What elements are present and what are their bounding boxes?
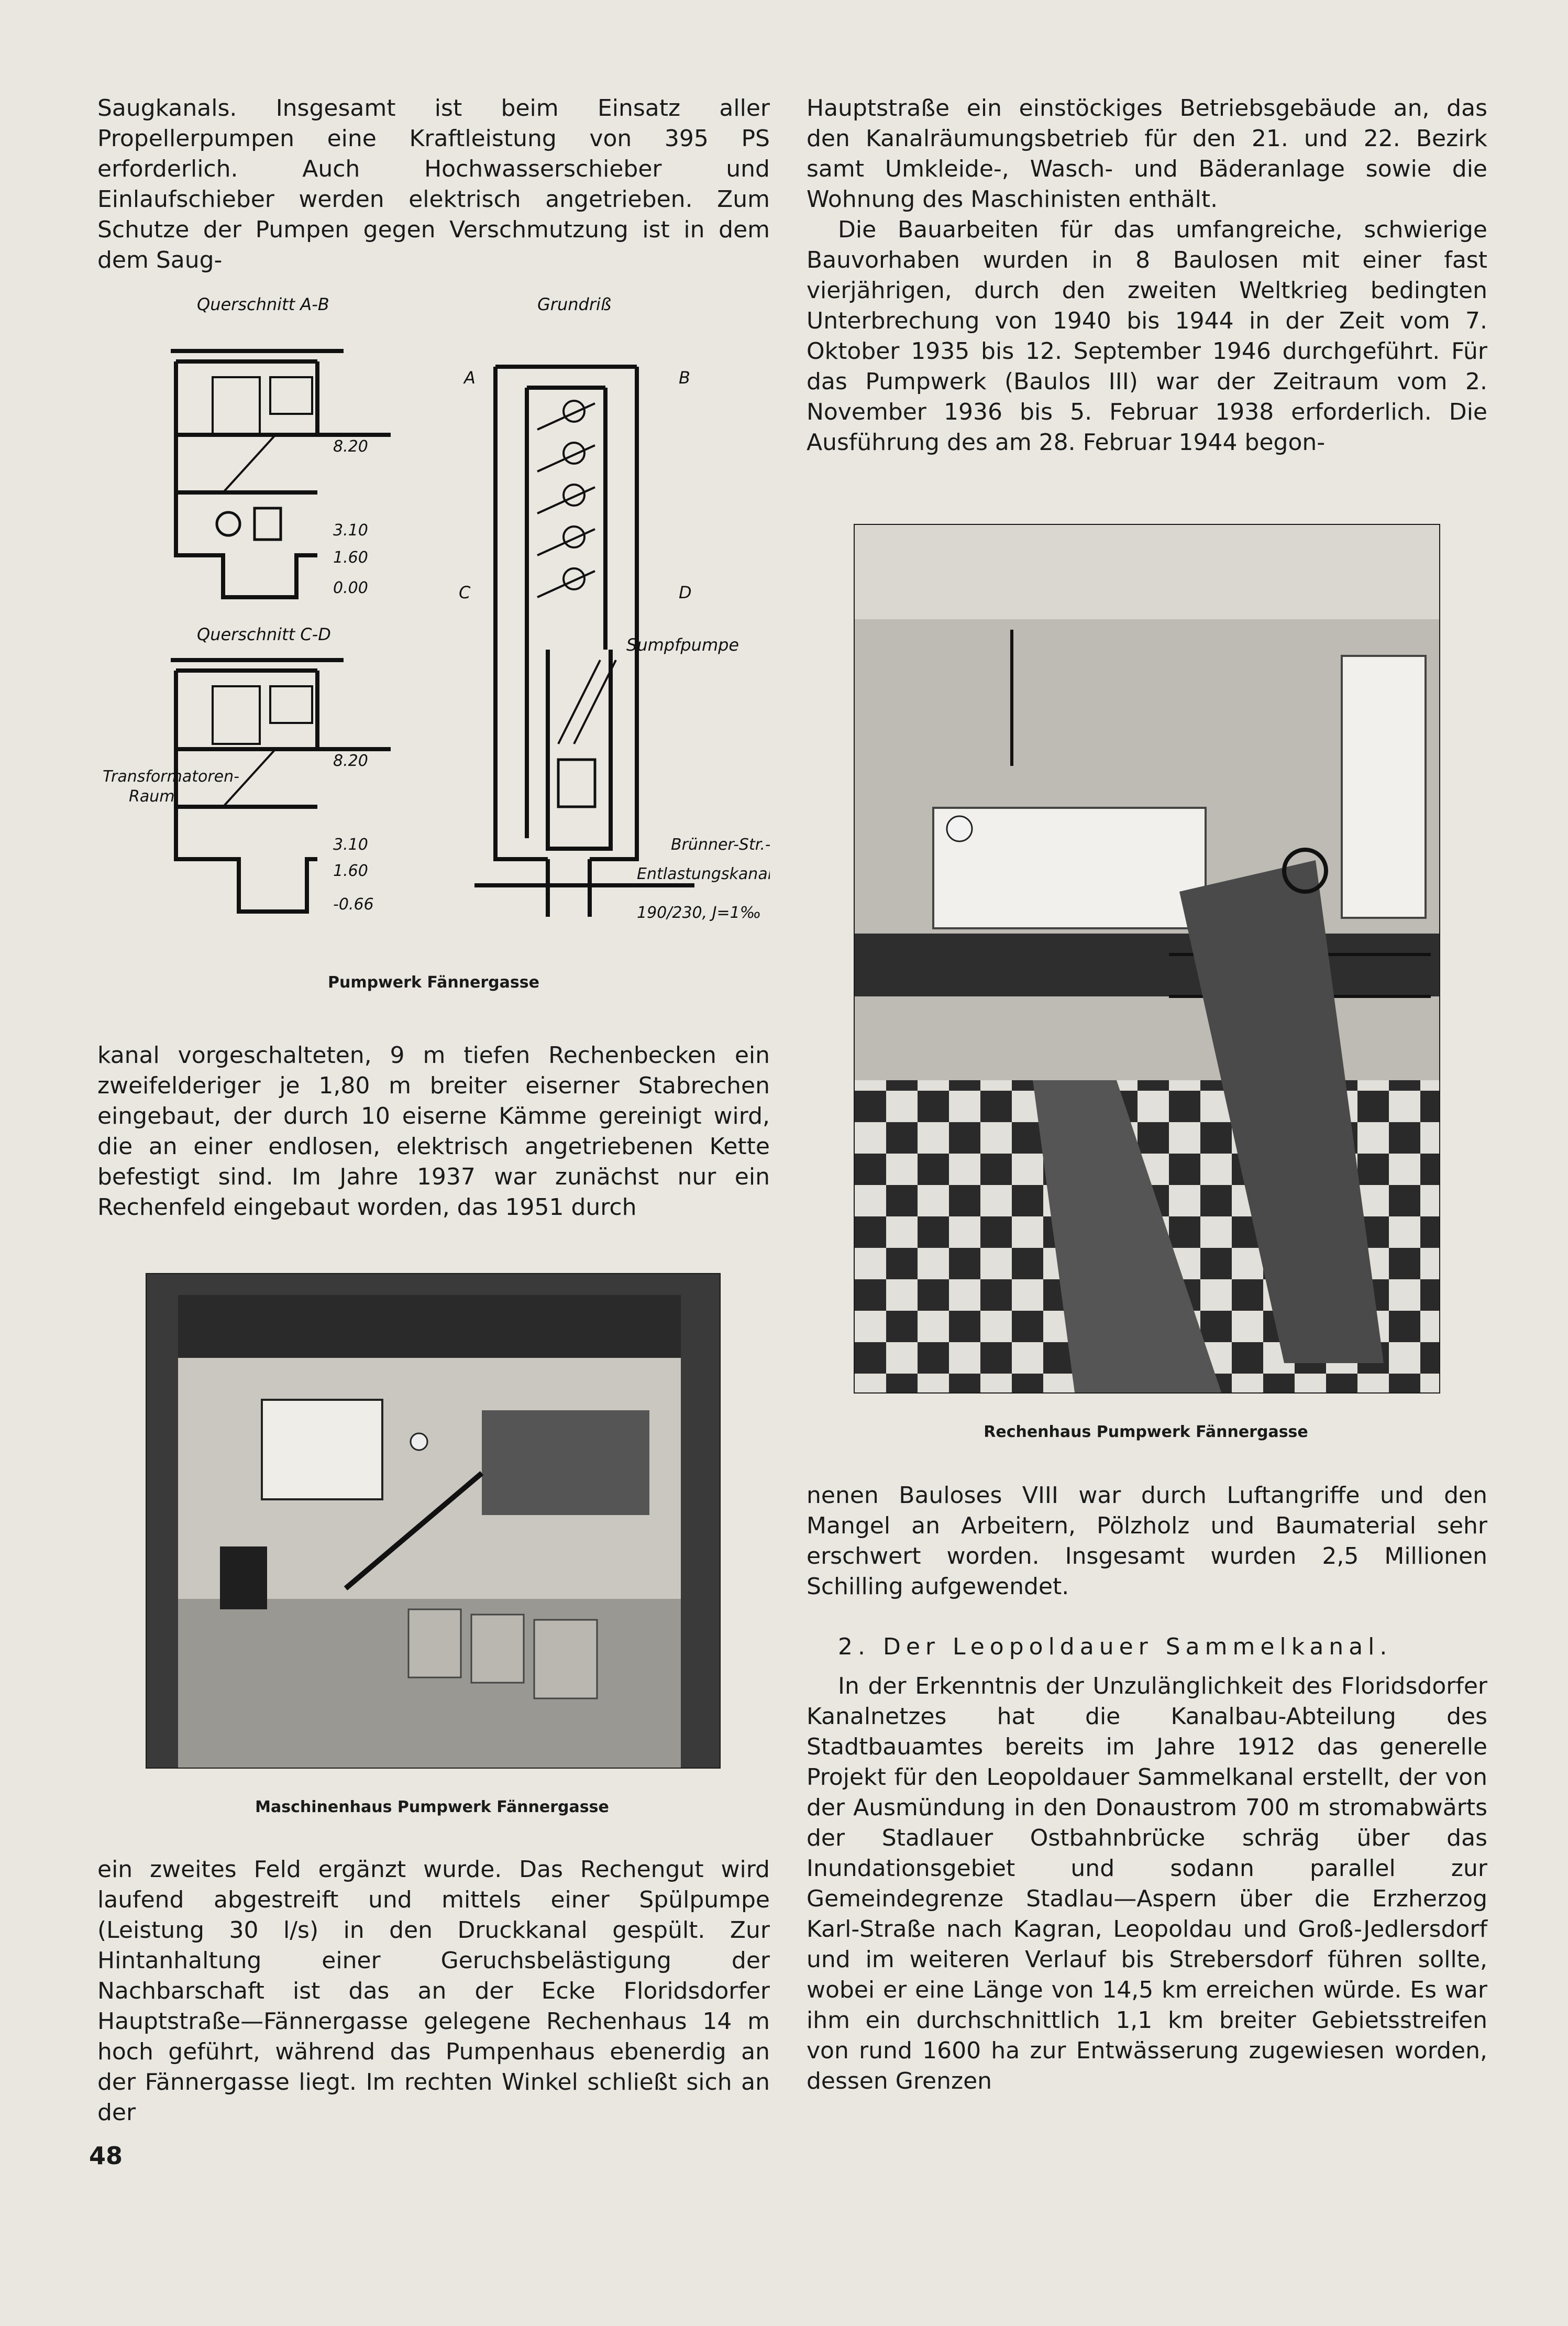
right-column-middle xyxy=(807,1480,1487,1602)
label-profile: 190/230, J=1‰ xyxy=(637,904,761,922)
paragraph: kanal vorgeschalteten, 9 m tiefen Rechenbecken ein zweifelderiger je 1,80 m breiter eiserner Stabrechen eingebaut, der durch 10 eiserne Kämme gereinigt wird, die an einer endlosen, elektrisch angetriebenen Kette befestigt sind. Im Jahre 1937 war zunächst nur ein Rechenfeld eingebaut worden, das 1951 durch xyxy=(97,1042,770,1221)
page-number: 48 xyxy=(89,2142,123,2170)
machine-hall-photo xyxy=(146,1273,721,1769)
level-label: 0.00 xyxy=(333,579,368,597)
caption-machine-hall: Maschinenhaus Pumpwerk Fännergasse xyxy=(255,1798,609,1816)
level-label: 1.60 xyxy=(333,862,368,880)
marker-b: B xyxy=(679,368,690,388)
paragraph: In der Erkenntnis der Unzulänglichkeit des Floridsdorfer Kanalnetzes hat die Kanalbau-Abteilung des Stadtbauamtes bereits im Jahre 1912 das generelle Projekt für den Leopoldauer Sammelkanal erstellt, der von der Ausmündung in den Donaustrom 700 m stromabwärts der Stadlauer Ostbahnbrücke schräg über das Inundationsgebiet und sodann parallel zur Gemeindegrenze Stadlau—Aspern über die Erzherzog Karl-Straße nach Kagran, Leopoldau und Groß-Jedlersdorf und im weiteren Verlauf bis Strebersdorf führen sollte, wobei er eine Länge von 14,5 km erreichen würde. Es war ihm ein durchschnittlich 1,1 km breiter Gebietsstreifen von rund 1600 ha zur Entwässerung zugewiesen worden, dessen Grenzen xyxy=(807,1673,1487,2094)
paragraph: Saugkanals. Insgesamt ist beim Einsatz aller Propellerpumpen eine Kraftleistung von 395 PS erforderlich. Auch Hochwasserschieber und Einlaufschieber werden elektrisch angetrieben. Zum Schutze der Pumpen gegen Verschmutzung ist in dem dem Saug- xyxy=(97,95,770,273)
label-room: Raum xyxy=(129,787,175,806)
paragraph: ein zweites Feld ergänzt wurde. Das Rechengut wird laufend abgestreift und mittels einer Spülpumpe (Leistung 30 l/s) in den Druckkanal gespült. Zur Hintanhaltung einer Geruchsbelästigung der Nachbarschaft ist das an der Ecke Floridsdorfer Hauptstraße—Fännergasse gelegene Rechenhaus 14 m hoch geführt, während das Pumpenhaus ebenerdig an der Fännergasse liegt. Im rechten Winkel schließt sich an der xyxy=(97,1856,770,2126)
caption-diagram: Pumpwerk Fännergasse xyxy=(328,973,539,992)
right-column-top xyxy=(807,93,1487,458)
marker-d: D xyxy=(679,583,692,602)
paragraph: nenen Bauloses VIII war durch Luftangriffe und den Mangel an Arbeitern, Pölzholz und Baumaterial sehr erschwert worden. Insgesamt wurden 2,5 Millionen Schilling aufgewendet. xyxy=(807,1482,1487,1600)
left-column-middle xyxy=(97,1040,770,1223)
machine-hall-illustration xyxy=(147,1274,720,1768)
label-section-cd: Querschnitt C-D xyxy=(197,624,331,644)
caption-screen-house: Rechenhaus Pumpwerk Fännergasse xyxy=(984,1423,1308,1441)
label-transformer: Transformatoren- xyxy=(103,767,239,786)
left-column-top xyxy=(97,93,770,276)
screen-house-photo xyxy=(854,524,1440,1394)
marker-c: C xyxy=(459,583,471,602)
level-label: 1.60 xyxy=(333,548,368,567)
right-column-bottom xyxy=(807,1671,1487,2097)
label-sump: Sumpfpumpe xyxy=(626,635,739,655)
marker-a: A xyxy=(464,368,476,388)
label-relief: Entlastungskanal xyxy=(637,865,770,883)
level-label: 8.20 xyxy=(333,752,368,770)
label-street: Brünner-Str.- xyxy=(671,836,770,854)
paragraph: Hauptstraße ein einstöckiges Betriebsgebäude an, das den Kanalräumungsbetrieb für den 21. und 22. Bezirk samt Umkleide-, Wasch- und Bäderanlage sowie die Wohnung des Maschinisten enthält. xyxy=(807,95,1487,213)
level-label: -0.66 xyxy=(333,895,374,914)
level-label: 3.10 xyxy=(333,836,368,854)
level-label: 3.10 xyxy=(333,521,368,540)
label-section-ab: Querschnitt A-B xyxy=(197,294,329,314)
section-heading: 2. Der Leopoldauer Sammelkanal. xyxy=(838,1633,1393,1660)
screen-house-illustration xyxy=(855,525,1439,1392)
paragraph: Die Bauarbeiten für das umfangreiche, schwierige Bauvorhaben wurden in 8 Baulosen mit einer fast vierjährigen, durch den zweiten Weltkrieg bedingten Unterbrechung von 1940 bis 1944 in der Zeit vom 7. Oktober 1935 bis 12. September 1946 durchgeführt. Für das Pumpwerk (Baulos III) war der Zeitraum vom 2. November 1936 bis 5. Februar 1938 erforderlich. Die Ausführung des am 28. Februar 1944 begon- xyxy=(807,216,1487,456)
level-label: 8.20 xyxy=(333,437,368,456)
left-column-bottom xyxy=(97,1855,770,2128)
diagram-svg xyxy=(97,283,770,1032)
label-plan: Grundriß xyxy=(537,294,612,314)
pump-station-diagram xyxy=(97,283,770,1032)
